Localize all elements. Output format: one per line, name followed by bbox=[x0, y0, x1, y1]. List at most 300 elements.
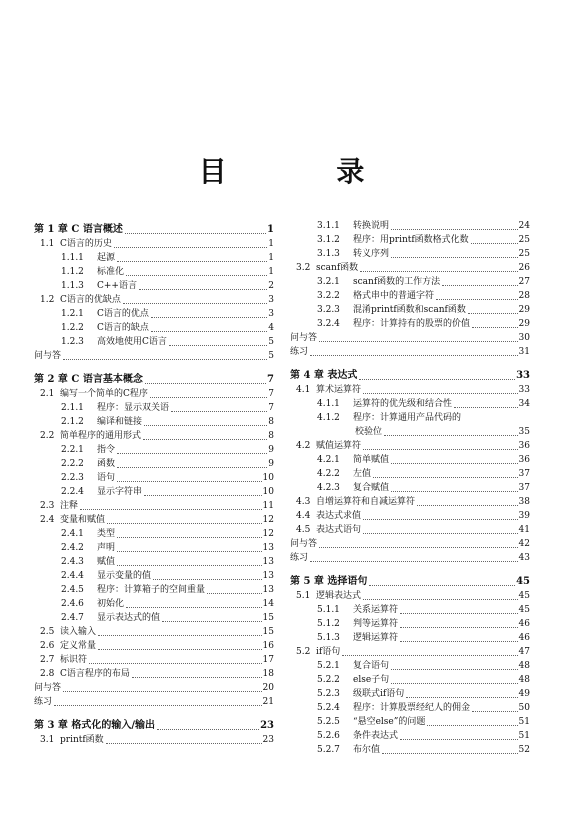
toc-entry-page: 13 bbox=[262, 543, 274, 553]
toc-entry-title: 显示表达式的值 bbox=[97, 613, 161, 623]
dot-leader bbox=[54, 705, 262, 706]
toc-entry-title: C语言的缺点 bbox=[97, 323, 149, 333]
toc-entry[interactable] bbox=[290, 715, 530, 729]
toc-entry-page: 47 bbox=[518, 647, 530, 657]
toc-entry-page: 7 bbox=[267, 374, 274, 385]
toc-entry-page: 37 bbox=[518, 483, 530, 493]
toc-entry-title: if语句 bbox=[316, 647, 341, 657]
toc-entry-page: 36 bbox=[518, 441, 530, 451]
toc-entry-number: 1.1.1 bbox=[61, 253, 84, 263]
dot-leader bbox=[391, 683, 517, 684]
dot-leader bbox=[442, 285, 517, 286]
toc-entry-number: 2.2.4 bbox=[61, 487, 84, 497]
toc-entry-title: 简单赋值 bbox=[353, 455, 390, 465]
toc-entry-number: 3.1 bbox=[40, 735, 55, 745]
toc-entry-title: 左值 bbox=[353, 469, 372, 479]
toc-entry[interactable] bbox=[34, 307, 274, 321]
dot-leader bbox=[123, 303, 267, 304]
toc-entry-title: 自增运算符和自减运算符 bbox=[316, 497, 416, 507]
toc-entry-page: 45 bbox=[516, 576, 530, 587]
toc-entry-title: “悬空else”的问题 bbox=[353, 717, 426, 727]
toc-entry-page: 42 bbox=[518, 539, 530, 549]
dot-leader bbox=[117, 565, 262, 566]
toc-entry-page: 21 bbox=[262, 697, 274, 707]
toc-entry-number: 3.2 bbox=[296, 263, 311, 273]
toc-entry[interactable] bbox=[290, 509, 530, 523]
toc-entry[interactable] bbox=[290, 701, 530, 715]
dot-leader bbox=[117, 551, 262, 552]
toc-entry-number: 5.1.2 bbox=[317, 619, 340, 629]
dot-leader bbox=[391, 669, 518, 670]
toc-entry-page: 15 bbox=[262, 627, 274, 637]
toc-entry-number: 3.2.1 bbox=[317, 277, 340, 287]
toc-entry-page: 18 bbox=[262, 669, 274, 679]
toc-entry-number: 2.4.2 bbox=[61, 543, 84, 553]
dot-leader bbox=[472, 327, 518, 328]
toc-entry-number: 4.1.2 bbox=[317, 413, 340, 423]
toc-entry[interactable] bbox=[34, 583, 274, 597]
toc-entry-number: 3.1.3 bbox=[317, 249, 340, 259]
toc-entry[interactable] bbox=[290, 687, 530, 701]
toc-entry-page: 28 bbox=[518, 291, 530, 301]
toc-entry-number: 2.3 bbox=[40, 501, 55, 511]
toc-entry-page: 25 bbox=[518, 235, 530, 245]
toc-entry[interactable] bbox=[290, 495, 530, 509]
toc-entry-title: 起源 bbox=[97, 253, 116, 263]
toc-entry-page: 35 bbox=[518, 427, 530, 437]
toc-entry[interactable] bbox=[34, 555, 274, 569]
dot-leader bbox=[132, 677, 262, 678]
toc-entry[interactable] bbox=[290, 345, 530, 359]
toc-entry-page: 13 bbox=[262, 557, 274, 567]
dot-leader bbox=[360, 271, 517, 272]
toc-entry[interactable] bbox=[34, 349, 274, 363]
toc-entry[interactable] bbox=[34, 569, 274, 583]
toc-entry-number: 2.4.7 bbox=[61, 613, 84, 623]
toc-entry[interactable] bbox=[290, 551, 530, 565]
toc-entry-number: 2.2 bbox=[40, 431, 55, 441]
dot-leader bbox=[171, 411, 267, 412]
toc-entry-title: 选择语句 bbox=[327, 576, 368, 587]
toc-entry[interactable] bbox=[34, 541, 274, 555]
toc-entry-page: 52 bbox=[518, 745, 530, 755]
toc-entry-title: 转义序列 bbox=[353, 249, 390, 259]
toc-entry-number: 2.5 bbox=[40, 627, 55, 637]
toc-entry[interactable] bbox=[34, 513, 274, 527]
toc-entry-page: 11 bbox=[262, 501, 274, 511]
toc-entry-title: 练习 bbox=[290, 553, 309, 563]
toc-entry-number: 1.2.3 bbox=[61, 337, 84, 347]
dot-leader bbox=[391, 463, 518, 464]
toc-entry[interactable] bbox=[290, 729, 530, 743]
toc-entry-number: 1.1.2 bbox=[61, 267, 84, 277]
dot-leader bbox=[107, 523, 262, 524]
toc-entry-title: scanf函数 bbox=[316, 263, 359, 273]
toc-entry-number: 2.2.2 bbox=[61, 459, 84, 469]
toc-entry[interactable] bbox=[290, 303, 530, 317]
toc-entry-number: 2.6 bbox=[40, 641, 55, 651]
toc-entry-title: 表达式语句 bbox=[316, 525, 362, 535]
toc-entry[interactable] bbox=[290, 481, 530, 495]
toc-entry[interactable] bbox=[290, 631, 530, 645]
toc-entry[interactable] bbox=[290, 411, 530, 425]
dot-leader bbox=[369, 585, 515, 586]
toc-entry-number: 2.2.1 bbox=[61, 445, 84, 455]
toc-entry[interactable] bbox=[34, 499, 274, 513]
dot-leader bbox=[117, 261, 267, 262]
toc-entry-page: 3 bbox=[268, 309, 274, 319]
toc-entry-number: 1.2.2 bbox=[61, 323, 84, 333]
toc-entry-number: 第 1 章 bbox=[34, 224, 68, 235]
toc-entry-number: 4.3 bbox=[296, 497, 311, 507]
toc-entry-title: 算术运算符 bbox=[316, 385, 362, 395]
toc-entry-number: 5.2.3 bbox=[317, 689, 340, 699]
toc-entry-number: 2.4.6 bbox=[61, 599, 84, 609]
toc-entry-page: 1 bbox=[268, 267, 274, 277]
toc-entry-page: 33 bbox=[518, 385, 530, 395]
toc-entry-page: 41 bbox=[518, 525, 530, 535]
toc-entry[interactable] bbox=[34, 681, 274, 695]
toc-entry-page: 2 bbox=[268, 281, 274, 291]
toc-entry-number: 1.2 bbox=[40, 295, 55, 305]
toc-entry-number: 5.2.1 bbox=[317, 661, 340, 671]
toc-entry[interactable] bbox=[290, 383, 530, 397]
toc-entry-page: 3 bbox=[268, 295, 274, 305]
toc-entry-page: 26 bbox=[518, 263, 530, 273]
toc-entry-title: 条件表达式 bbox=[353, 731, 399, 741]
toc-entry-title: 函数 bbox=[97, 459, 116, 469]
toc-entry-number: 5.2 bbox=[296, 647, 311, 657]
dot-leader bbox=[150, 397, 267, 398]
dot-leader bbox=[384, 435, 518, 436]
dot-leader bbox=[125, 233, 266, 234]
toc-entry-number: 4.2.2 bbox=[317, 469, 340, 479]
toc-entry[interactable] bbox=[34, 321, 274, 335]
toc-entry-title: C语言程序的布局 bbox=[60, 669, 130, 679]
dot-leader bbox=[151, 317, 267, 318]
dot-leader bbox=[391, 257, 518, 258]
toc-entry-number: 2.4.5 bbox=[61, 585, 84, 595]
dot-leader bbox=[114, 247, 267, 248]
toc-entry-number: 5.2.7 bbox=[317, 745, 340, 755]
dot-leader bbox=[417, 505, 518, 506]
toc-entry[interactable] bbox=[290, 537, 530, 551]
toc-entry[interactable] bbox=[34, 733, 274, 747]
toc-entry[interactable] bbox=[34, 457, 274, 471]
dot-leader bbox=[117, 453, 267, 454]
dot-leader bbox=[169, 345, 267, 346]
toc-entry[interactable] bbox=[34, 653, 274, 667]
toc-entry[interactable] bbox=[34, 415, 274, 429]
toc-entry-page: 4 bbox=[268, 323, 274, 333]
toc-entry[interactable] bbox=[34, 251, 274, 265]
toc-entry-title: 初始化 bbox=[97, 599, 125, 609]
toc-entry-number: 4.2 bbox=[296, 441, 311, 451]
dot-leader bbox=[468, 313, 518, 314]
toc-entry-page: 50 bbox=[518, 703, 530, 713]
toc-entry-title: 赋值 bbox=[97, 557, 116, 567]
toc-entry-number: 5.2.5 bbox=[317, 717, 340, 727]
dot-leader bbox=[436, 299, 518, 300]
toc-entry-title: 练习 bbox=[290, 347, 309, 357]
dot-leader bbox=[454, 407, 518, 408]
toc-entry-number: 5.1 bbox=[296, 591, 311, 601]
toc-entry-page: 49 bbox=[518, 689, 530, 699]
toc-entry-number: 5.2.4 bbox=[317, 703, 340, 713]
toc-entry-page: 13 bbox=[262, 571, 274, 581]
dot-leader bbox=[63, 359, 267, 360]
toc-entry-page: 16 bbox=[262, 641, 274, 651]
dot-leader bbox=[98, 649, 262, 650]
toc-entry[interactable] bbox=[34, 715, 274, 733]
toc-entry[interactable] bbox=[34, 639, 274, 653]
toc-entry[interactable] bbox=[290, 331, 530, 345]
toc-entry[interactable] bbox=[34, 597, 274, 611]
toc-entry-page: 43 bbox=[518, 553, 530, 563]
toc-entry[interactable] bbox=[34, 485, 274, 499]
toc-entry[interactable] bbox=[290, 425, 530, 439]
dot-leader bbox=[207, 593, 262, 594]
dot-leader bbox=[363, 519, 518, 520]
toc-entry-title: 问与答 bbox=[290, 333, 318, 343]
toc-entry-number: 3.1.2 bbox=[317, 235, 340, 245]
toc-entry[interactable] bbox=[290, 289, 530, 303]
dot-leader bbox=[162, 621, 262, 622]
dot-leader bbox=[144, 425, 267, 426]
toc-entry-title: 类型 bbox=[97, 529, 116, 539]
toc-entry-number: 4.5 bbox=[296, 525, 311, 535]
toc-entry-page: 23 bbox=[260, 720, 274, 731]
dot-leader bbox=[310, 355, 518, 356]
toc-entry-page: 17 bbox=[262, 655, 274, 665]
dot-leader bbox=[359, 379, 515, 380]
toc-entry[interactable] bbox=[290, 467, 530, 481]
toc-entry[interactable] bbox=[34, 279, 274, 293]
dot-leader bbox=[363, 533, 518, 534]
toc-entry-page: 34 bbox=[518, 399, 530, 409]
toc-entry[interactable] bbox=[290, 603, 530, 617]
toc-entry-number: 4.4 bbox=[296, 511, 311, 521]
toc-entry-page: 5 bbox=[268, 337, 274, 347]
dot-leader bbox=[310, 561, 518, 562]
toc-entry-number: 2.1.2 bbox=[61, 417, 84, 427]
toc-entry-page: 31 bbox=[518, 347, 530, 357]
toc-entry-page: 1 bbox=[267, 224, 274, 235]
toc-entry[interactable] bbox=[34, 429, 274, 443]
toc-entry-number: 2.7 bbox=[40, 655, 55, 665]
toc-entry-number: 2.4.1 bbox=[61, 529, 84, 539]
toc-entry-page: 25 bbox=[518, 249, 530, 259]
toc-entry-page: 12 bbox=[262, 529, 274, 539]
toc-entry[interactable] bbox=[290, 673, 530, 687]
toc-entry-title: else子句 bbox=[353, 675, 390, 685]
dot-leader bbox=[472, 711, 518, 712]
toc-entry-page: 13 bbox=[262, 585, 274, 595]
toc-entry-title: 简单程序的通用形式 bbox=[60, 431, 142, 441]
toc-entry-number: 5.2.2 bbox=[317, 675, 340, 685]
toc-entry[interactable] bbox=[34, 237, 274, 251]
toc-entry[interactable] bbox=[34, 443, 274, 457]
toc-entry[interactable] bbox=[290, 397, 530, 411]
toc-entry[interactable] bbox=[34, 611, 274, 625]
toc-entry-title: 变量和赋值 bbox=[60, 515, 106, 525]
toc-entry-title: C语言的优缺点 bbox=[60, 295, 121, 305]
toc-entry-number: 1.1.3 bbox=[61, 281, 84, 291]
toc-entry-title: 混淆printf函数和scanf函数 bbox=[353, 305, 466, 315]
toc-entry[interactable] bbox=[290, 453, 530, 467]
toc-entry-number: 4.2.1 bbox=[317, 455, 340, 465]
toc-entry-number: 第 2 章 bbox=[34, 374, 68, 385]
toc-entry-title: 格式化的输入/输出 bbox=[71, 720, 156, 731]
dot-leader bbox=[153, 579, 262, 580]
toc-entry[interactable] bbox=[34, 667, 274, 681]
toc-entry-page: 1 bbox=[268, 239, 274, 249]
toc-entry-title: C 语言基本概念 bbox=[71, 374, 143, 385]
toc-entry[interactable] bbox=[290, 523, 530, 537]
toc-entry[interactable] bbox=[34, 401, 274, 415]
toc-entry[interactable] bbox=[290, 439, 530, 453]
dot-leader bbox=[145, 383, 266, 384]
toc-entry-number: 2.8 bbox=[40, 669, 55, 679]
toc-entry[interactable] bbox=[34, 625, 274, 639]
toc-entry-number: 5.1.3 bbox=[317, 633, 340, 643]
toc-entry-title: 表达式 bbox=[327, 370, 358, 381]
dot-leader bbox=[126, 275, 267, 276]
dot-leader bbox=[400, 641, 518, 642]
toc-entry-title: 格式串中的普通字符 bbox=[353, 291, 435, 301]
dot-leader bbox=[98, 635, 262, 636]
toc-entry-number: 2.4 bbox=[40, 515, 55, 525]
toc-entry-number: 5.1.1 bbox=[317, 605, 340, 615]
toc-entry-page: 9 bbox=[268, 459, 274, 469]
toc-entry-page: 7 bbox=[268, 389, 274, 399]
toc-entry-title: 标准化 bbox=[97, 267, 125, 277]
toc-entry[interactable] bbox=[290, 275, 530, 289]
toc-entry-number: 4.2.3 bbox=[317, 483, 340, 493]
toc-entry[interactable] bbox=[290, 233, 530, 247]
dot-leader bbox=[363, 393, 518, 394]
dot-leader bbox=[342, 655, 517, 656]
toc-entry-number: 第 5 章 bbox=[290, 576, 324, 587]
toc-entry-page: 10 bbox=[262, 473, 274, 483]
toc-entry[interactable] bbox=[34, 471, 274, 485]
toc-entry[interactable] bbox=[290, 645, 530, 659]
toc-left-column bbox=[34, 219, 274, 747]
toc-entry[interactable] bbox=[290, 617, 530, 631]
toc-entry-page: 45 bbox=[518, 605, 530, 615]
toc-entry-title: 程序：计算股票经纪人的佣金 bbox=[353, 703, 471, 713]
toc-entry-page: 48 bbox=[518, 675, 530, 685]
dot-leader bbox=[427, 725, 517, 726]
toc-entry-page: 36 bbox=[518, 455, 530, 465]
toc-entry[interactable] bbox=[290, 365, 530, 383]
toc-entry-title: printf函数 bbox=[60, 735, 104, 745]
toc-entry-title: 赋值运算符 bbox=[316, 441, 362, 451]
toc-entry-page: 46 bbox=[518, 633, 530, 643]
toc-entry[interactable] bbox=[290, 589, 530, 603]
dot-leader bbox=[143, 439, 267, 440]
dot-leader bbox=[382, 753, 518, 754]
toc-entry[interactable] bbox=[34, 527, 274, 541]
toc-entry-title: 级联式if语句 bbox=[353, 689, 405, 699]
dot-leader bbox=[139, 289, 267, 290]
toc-entry-title: 编写一个简单的C程序 bbox=[60, 389, 148, 399]
toc-entry[interactable] bbox=[34, 695, 274, 709]
toc-entry[interactable] bbox=[34, 335, 274, 349]
toc-entry[interactable] bbox=[290, 317, 530, 331]
toc-entry-number: 5.2.6 bbox=[317, 731, 340, 741]
dot-leader bbox=[80, 509, 262, 510]
toc-entry-title: 复合赋值 bbox=[353, 483, 390, 493]
toc-entry-number: 3.2.2 bbox=[317, 291, 340, 301]
dot-leader bbox=[63, 691, 262, 692]
toc-entry-title: 注释 bbox=[60, 501, 79, 511]
toc-entry-title: 问与答 bbox=[290, 539, 318, 549]
dot-leader bbox=[400, 739, 518, 740]
dot-leader bbox=[117, 537, 262, 538]
toc-entry[interactable] bbox=[290, 261, 530, 275]
toc-entry-title: 显示字符串 bbox=[97, 487, 143, 497]
toc-entry-title: 问与答 bbox=[34, 683, 62, 693]
toc-entry-page: 14 bbox=[262, 599, 274, 609]
dot-leader bbox=[117, 467, 267, 468]
dot-leader bbox=[391, 229, 518, 230]
toc-entry-title: 运算符的优先级和结合性 bbox=[353, 399, 453, 409]
toc-entry-page: 38 bbox=[518, 497, 530, 507]
dot-leader bbox=[157, 729, 259, 730]
toc-entry[interactable] bbox=[34, 387, 274, 401]
toc-entry[interactable] bbox=[290, 219, 530, 233]
toc-entry-number: 2.1.1 bbox=[61, 403, 84, 413]
toc-entry-page: 29 bbox=[518, 319, 530, 329]
toc-entry[interactable] bbox=[34, 369, 274, 387]
dot-leader bbox=[391, 491, 518, 492]
toc-entry[interactable] bbox=[290, 659, 530, 673]
dot-leader bbox=[126, 607, 262, 608]
toc-entry-title: C++语言 bbox=[97, 281, 137, 291]
toc-entry-title: 指令 bbox=[97, 445, 116, 455]
dot-leader bbox=[373, 477, 518, 478]
toc-entry[interactable] bbox=[290, 247, 530, 261]
toc-entry[interactable] bbox=[290, 571, 530, 589]
toc-entry-title: 定义常量 bbox=[60, 641, 97, 651]
toc-entry-page: 8 bbox=[268, 431, 274, 441]
dot-leader bbox=[471, 243, 518, 244]
toc-entry-number: 2.2.3 bbox=[61, 473, 84, 483]
toc-entry-title: 声明 bbox=[97, 543, 116, 553]
toc-entry-title: 转换说明 bbox=[353, 221, 390, 231]
toc-entry-title: 问与答 bbox=[34, 351, 62, 361]
page-title: 目 录 bbox=[198, 155, 415, 188]
toc-entry[interactable] bbox=[290, 743, 530, 757]
toc-entry[interactable] bbox=[34, 265, 274, 279]
toc-right-column bbox=[290, 219, 530, 757]
toc-entry-title: 程序：用printf函数格式化数 bbox=[353, 235, 469, 245]
toc-entry-number: 1.2.1 bbox=[61, 309, 84, 319]
toc-entry-page: 39 bbox=[518, 511, 530, 521]
toc-entry-title: C 语言概述 bbox=[71, 224, 123, 235]
toc-entry[interactable] bbox=[34, 219, 274, 237]
toc-entry[interactable] bbox=[34, 293, 274, 307]
toc-entry-title: 程序：计算通用产品代码的 bbox=[353, 413, 462, 423]
dot-leader bbox=[363, 599, 518, 600]
toc-entry-title: C语言的历史 bbox=[60, 239, 112, 249]
toc-entry-number: 2.4.3 bbox=[61, 557, 84, 567]
toc-entry-page: 51 bbox=[518, 717, 530, 727]
toc-entry-title: 程序：计算箱子的空间重量 bbox=[97, 585, 206, 595]
toc-entry-title: 表达式求值 bbox=[316, 511, 362, 521]
dot-leader bbox=[400, 627, 518, 628]
